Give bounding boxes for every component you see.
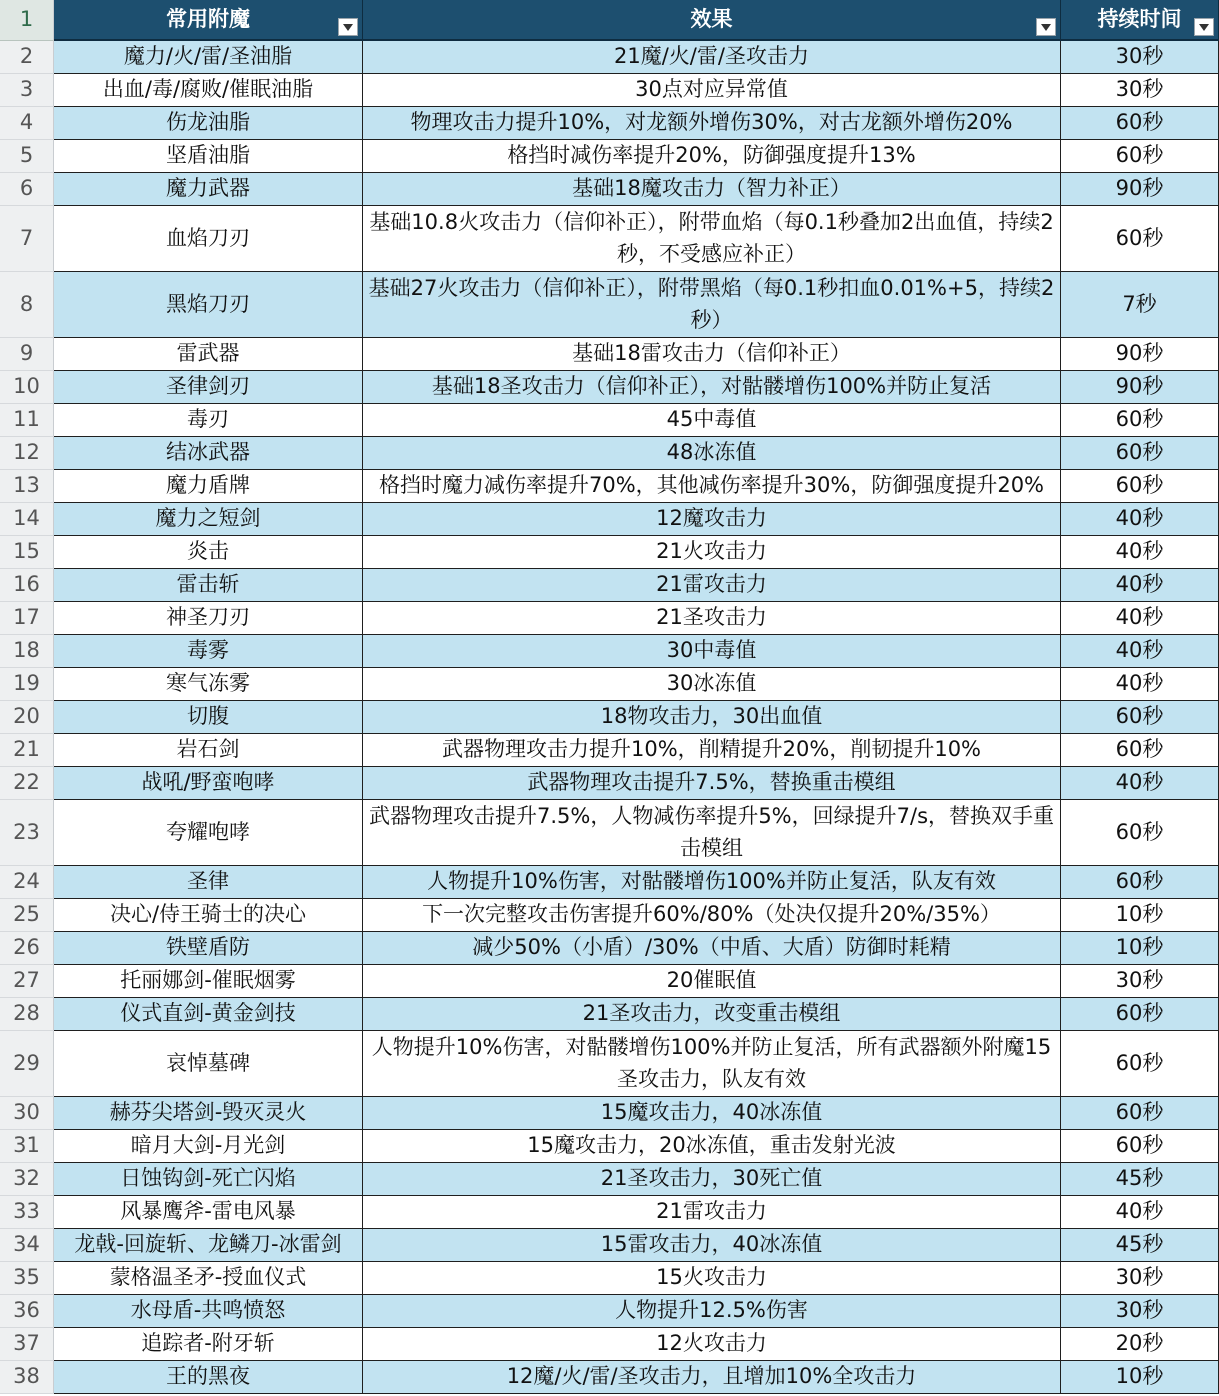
cell-enchantment-name[interactable]: 龙戟-回旋斩、龙鳞刀-冰雷剑 <box>54 1229 363 1262</box>
cell-duration[interactable]: 60秒 <box>1061 140 1219 173</box>
row-number[interactable]: 13 <box>0 470 54 503</box>
row-number[interactable]: 16 <box>0 569 54 602</box>
cell-duration[interactable]: 40秒 <box>1061 602 1219 635</box>
cell-enchantment-name[interactable]: 魔力之短剑 <box>54 503 363 536</box>
cell-effect[interactable]: 格挡时魔力减伤率提升70%，其他减伤率提升30%，防御强度提升20% <box>363 470 1061 503</box>
filter-dropdown-button[interactable] <box>1194 18 1214 36</box>
cell-effect[interactable]: 21雷攻击力 <box>363 1196 1061 1229</box>
column-header-enchantment-label: 常用附魔 <box>166 6 250 31</box>
cell-duration[interactable]: 60秒 <box>1061 206 1219 272</box>
row-number[interactable]: 9 <box>0 338 54 371</box>
cell-duration[interactable]: 90秒 <box>1061 371 1219 404</box>
cell-effect[interactable]: 48冰冻值 <box>363 437 1061 470</box>
cell-duration[interactable]: 40秒 <box>1061 569 1219 602</box>
cell-duration[interactable]: 60秒 <box>1061 701 1219 734</box>
cell-effect[interactable]: 基础18魔攻击力（智力补正） <box>363 173 1061 206</box>
cell-duration[interactable]: 30秒 <box>1061 965 1219 998</box>
row-number[interactable]: 21 <box>0 734 54 767</box>
cell-duration[interactable]: 30秒 <box>1061 1295 1219 1328</box>
cell-effect[interactable]: 20催眠值 <box>363 965 1061 998</box>
cell-effect[interactable]: 武器物理攻击力提升10%，削精提升20%，削韧提升10% <box>363 734 1061 767</box>
cell-effect[interactable]: 21圣攻击力，30死亡值 <box>363 1163 1061 1196</box>
cell-effect[interactable]: 人物提升12.5%伤害 <box>363 1295 1061 1328</box>
cell-effect[interactable]: 武器物理攻击提升7.5%，替换重击模组 <box>363 767 1061 800</box>
row-number[interactable]: 19 <box>0 668 54 701</box>
cell-effect[interactable]: 格挡时减伤率提升20%，防御强度提升13% <box>363 140 1061 173</box>
cell-enchantment-name[interactable]: 寒气冻雾 <box>54 668 363 701</box>
row-number[interactable]: 29 <box>0 1031 54 1097</box>
row-number[interactable]: 35 <box>0 1262 54 1295</box>
cell-effect[interactable]: 下一次完整攻击伤害提升60%/80%（处决仅提升20%/35%） <box>363 899 1061 932</box>
row-number[interactable]: 30 <box>0 1097 54 1130</box>
cell-duration[interactable]: 45秒 <box>1061 1229 1219 1262</box>
cell-effect[interactable]: 武器物理攻击提升7.5%，人物减伤率提升5%，回绿提升7/s，替换双手重击模组 <box>363 800 1061 866</box>
row-number[interactable]: 14 <box>0 503 54 536</box>
row-number[interactable]: 28 <box>0 998 54 1031</box>
cell-enchantment-name[interactable]: 雷武器 <box>54 338 363 371</box>
column-header-enchantment[interactable] <box>54 0 363 41</box>
cell-effect[interactable]: 21雷攻击力 <box>363 569 1061 602</box>
column-header-duration-label: 持续时间 <box>1097 6 1182 31</box>
cell-enchantment-name[interactable]: 圣律 <box>54 866 363 899</box>
cell-enchantment-name[interactable]: 日蚀钩剑-死亡闪焰 <box>54 1163 363 1196</box>
cell-enchantment-name[interactable]: 哀悼墓碑 <box>54 1031 363 1097</box>
cell-enchantment-name[interactable]: 赫芬尖塔剑-毁灭灵火 <box>54 1097 363 1130</box>
chevron-down-icon <box>343 24 353 31</box>
row-number[interactable]: 38 <box>0 1361 54 1394</box>
cell-duration[interactable]: 30秒 <box>1061 41 1219 74</box>
row-number[interactable]: 27 <box>0 965 54 998</box>
cell-effect[interactable]: 30点对应异常值 <box>363 74 1061 107</box>
column-header-effect[interactable] <box>363 0 1061 41</box>
cell-enchantment-name[interactable]: 王的黑夜 <box>54 1361 363 1394</box>
cell-duration[interactable]: 60秒 <box>1061 800 1219 866</box>
cell-duration[interactable]: 20秒 <box>1061 1328 1219 1361</box>
cell-enchantment-name[interactable]: 魔力/火/雷/圣油脂 <box>54 41 363 74</box>
cell-enchantment-name[interactable]: 铁壁盾防 <box>54 932 363 965</box>
cell-enchantment-name[interactable]: 毒雾 <box>54 635 363 668</box>
cell-duration[interactable]: 90秒 <box>1061 173 1219 206</box>
cell-enchantment-name[interactable]: 切腹 <box>54 701 363 734</box>
cell-duration[interactable]: 90秒 <box>1061 338 1219 371</box>
row-number[interactable]: 24 <box>0 866 54 899</box>
row-number[interactable]: 22 <box>0 767 54 800</box>
cell-duration[interactable]: 40秒 <box>1061 536 1219 569</box>
row-number[interactable]: 4 <box>0 107 54 140</box>
row-number[interactable]: 20 <box>0 701 54 734</box>
cell-duration[interactable]: 10秒 <box>1061 1361 1219 1394</box>
row-number[interactable]: 5 <box>0 140 54 173</box>
chevron-down-icon <box>1041 24 1051 31</box>
cell-enchantment-name[interactable]: 血焰刀刃 <box>54 206 363 272</box>
cell-enchantment-name[interactable]: 夸耀咆哮 <box>54 800 363 866</box>
cell-effect[interactable]: 21魔/火/雷/圣攻击力 <box>363 41 1061 74</box>
cell-duration[interactable]: 60秒 <box>1061 1130 1219 1163</box>
cell-duration[interactable]: 30秒 <box>1061 1262 1219 1295</box>
cell-enchantment-name[interactable]: 伤龙油脂 <box>54 107 363 140</box>
row-number[interactable]: 17 <box>0 602 54 635</box>
cell-enchantment-name[interactable]: 雷击斩 <box>54 569 363 602</box>
cell-effect[interactable]: 30中毒值 <box>363 635 1061 668</box>
cell-effect[interactable]: 基础27火攻击力（信仰补正），附带黑焰（每0.1秒扣血0.01%+5，持续2秒） <box>363 272 1061 338</box>
cell-enchantment-name[interactable]: 结冰武器 <box>54 437 363 470</box>
cell-duration[interactable]: 45秒 <box>1061 1163 1219 1196</box>
cell-enchantment-name[interactable]: 魔力武器 <box>54 173 363 206</box>
cell-effect[interactable]: 人物提升10%伤害，对骷髅增伤100%并防止复活，所有武器额外附魔15圣攻击力，队友有效 <box>363 1031 1061 1097</box>
cell-duration[interactable]: 30秒 <box>1061 74 1219 107</box>
row-number[interactable]: 3 <box>0 74 54 107</box>
cell-duration[interactable]: 60秒 <box>1061 107 1219 140</box>
row-number-header[interactable]: 1 <box>0 0 54 41</box>
cell-duration[interactable]: 60秒 <box>1061 437 1219 470</box>
cell-duration[interactable]: 7秒 <box>1061 272 1219 338</box>
row-number[interactable]: 36 <box>0 1295 54 1328</box>
cell-duration[interactable]: 60秒 <box>1061 404 1219 437</box>
row-number[interactable]: 15 <box>0 536 54 569</box>
chevron-down-icon <box>1199 24 1209 31</box>
cell-effect[interactable]: 基础18圣攻击力（信仰补正），对骷髅增伤100%并防止复活 <box>363 371 1061 404</box>
cell-duration[interactable]: 60秒 <box>1061 998 1219 1031</box>
cell-enchantment-name[interactable]: 魔力盾牌 <box>54 470 363 503</box>
cell-duration[interactable]: 60秒 <box>1061 1031 1219 1097</box>
cell-duration[interactable]: 60秒 <box>1061 1097 1219 1130</box>
cell-enchantment-name[interactable]: 追踪者-附牙斩 <box>54 1328 363 1361</box>
row-number[interactable]: 23 <box>0 800 54 866</box>
cell-effect[interactable]: 物理攻击力提升10%，对龙额外增伤30%，对古龙额外增伤20% <box>363 107 1061 140</box>
row-number[interactable]: 10 <box>0 371 54 404</box>
cell-enchantment-name[interactable]: 黑焰刀刃 <box>54 272 363 338</box>
row-number[interactable]: 7 <box>0 206 54 272</box>
cell-enchantment-name[interactable]: 毒刃 <box>54 404 363 437</box>
row-number[interactable]: 37 <box>0 1328 54 1361</box>
cell-effect[interactable]: 12魔攻击力 <box>363 503 1061 536</box>
cell-enchantment-name[interactable]: 岩石剑 <box>54 734 363 767</box>
cell-enchantment-name[interactable]: 蒙格温圣矛-授血仪式 <box>54 1262 363 1295</box>
cell-effect[interactable]: 12火攻击力 <box>363 1328 1061 1361</box>
cell-enchantment-name[interactable]: 战吼/野蛮咆哮 <box>54 767 363 800</box>
cell-duration[interactable]: 60秒 <box>1061 734 1219 767</box>
cell-effect[interactable]: 21火攻击力 <box>363 536 1061 569</box>
cell-duration[interactable]: 40秒 <box>1061 668 1219 701</box>
row-number[interactable]: 18 <box>0 635 54 668</box>
cell-effect[interactable]: 人物提升10%伤害，对骷髅增伤100%并防止复活，队友有效 <box>363 866 1061 899</box>
cell-effect[interactable]: 基础10.8火攻击力（信仰补正），附带血焰（每0.1秒叠加2出血值，持续2秒，不受感应补正） <box>363 206 1061 272</box>
filter-dropdown-button[interactable] <box>338 18 358 36</box>
cell-duration[interactable]: 10秒 <box>1061 932 1219 965</box>
cell-enchantment-name[interactable]: 出血/毒/腐败/催眠油脂 <box>54 74 363 107</box>
column-header-duration[interactable] <box>1061 0 1219 41</box>
cell-enchantment-name[interactable]: 暗月大剑-月光剑 <box>54 1130 363 1163</box>
cell-duration[interactable]: 60秒 <box>1061 866 1219 899</box>
row-number[interactable]: 33 <box>0 1196 54 1229</box>
cell-effect[interactable]: 15魔攻击力，40冰冻值 <box>363 1097 1061 1130</box>
row-number[interactable]: 12 <box>0 437 54 470</box>
cell-enchantment-name[interactable]: 托丽娜剑-催眠烟雾 <box>54 965 363 998</box>
row-number[interactable]: 34 <box>0 1229 54 1262</box>
cell-enchantment-name[interactable]: 水母盾-共鸣愤怒 <box>54 1295 363 1328</box>
cell-effect[interactable]: 基础18雷攻击力（信仰补正） <box>363 338 1061 371</box>
cell-duration[interactable]: 40秒 <box>1061 767 1219 800</box>
cell-enchantment-name[interactable]: 神圣刀刃 <box>54 602 363 635</box>
cell-duration[interactable]: 40秒 <box>1061 635 1219 668</box>
row-number[interactable]: 11 <box>0 404 54 437</box>
row-number[interactable]: 25 <box>0 899 54 932</box>
cell-effect[interactable]: 21圣攻击力，改变重击模组 <box>363 998 1061 1031</box>
cell-effect[interactable]: 18物攻击力，30出血值 <box>363 701 1061 734</box>
cell-effect[interactable]: 15魔攻击力，20冰冻值，重击发射光波 <box>363 1130 1061 1163</box>
cell-enchantment-name[interactable]: 圣律剑刃 <box>54 371 363 404</box>
cell-effect[interactable]: 15雷攻击力，40冰冻值 <box>363 1229 1061 1262</box>
cell-effect[interactable]: 21圣攻击力 <box>363 602 1061 635</box>
cell-enchantment-name[interactable]: 坚盾油脂 <box>54 140 363 173</box>
cell-effect[interactable]: 45中毒值 <box>363 404 1061 437</box>
cell-effect[interactable]: 减少50%（小盾）/30%（中盾、大盾）防御时耗精 <box>363 932 1061 965</box>
cell-effect[interactable]: 12魔/火/雷/圣攻击力，且增加10%全攻击力 <box>363 1361 1061 1394</box>
cell-enchantment-name[interactable]: 仪式直剑-黄金剑技 <box>54 998 363 1031</box>
filter-dropdown-button[interactable] <box>1036 18 1056 36</box>
cell-effect[interactable]: 30冰冻值 <box>363 668 1061 701</box>
cell-enchantment-name[interactable]: 风暴鹰斧-雷电风暴 <box>54 1196 363 1229</box>
row-number[interactable]: 32 <box>0 1163 54 1196</box>
cell-duration[interactable]: 10秒 <box>1061 899 1219 932</box>
row-number[interactable]: 8 <box>0 272 54 338</box>
row-number[interactable]: 31 <box>0 1130 54 1163</box>
row-number[interactable]: 6 <box>0 173 54 206</box>
cell-enchantment-name[interactable]: 决心/侍王骑士的决心 <box>54 899 363 932</box>
row-number[interactable]: 2 <box>0 41 54 74</box>
cell-duration[interactable]: 60秒 <box>1061 470 1219 503</box>
cell-enchantment-name[interactable]: 炎击 <box>54 536 363 569</box>
cell-duration[interactable]: 40秒 <box>1061 503 1219 536</box>
cell-duration[interactable]: 40秒 <box>1061 1196 1219 1229</box>
cell-effect[interactable]: 15火攻击力 <box>363 1262 1061 1295</box>
row-number[interactable]: 26 <box>0 932 54 965</box>
column-header-effect-label: 效果 <box>690 6 733 31</box>
